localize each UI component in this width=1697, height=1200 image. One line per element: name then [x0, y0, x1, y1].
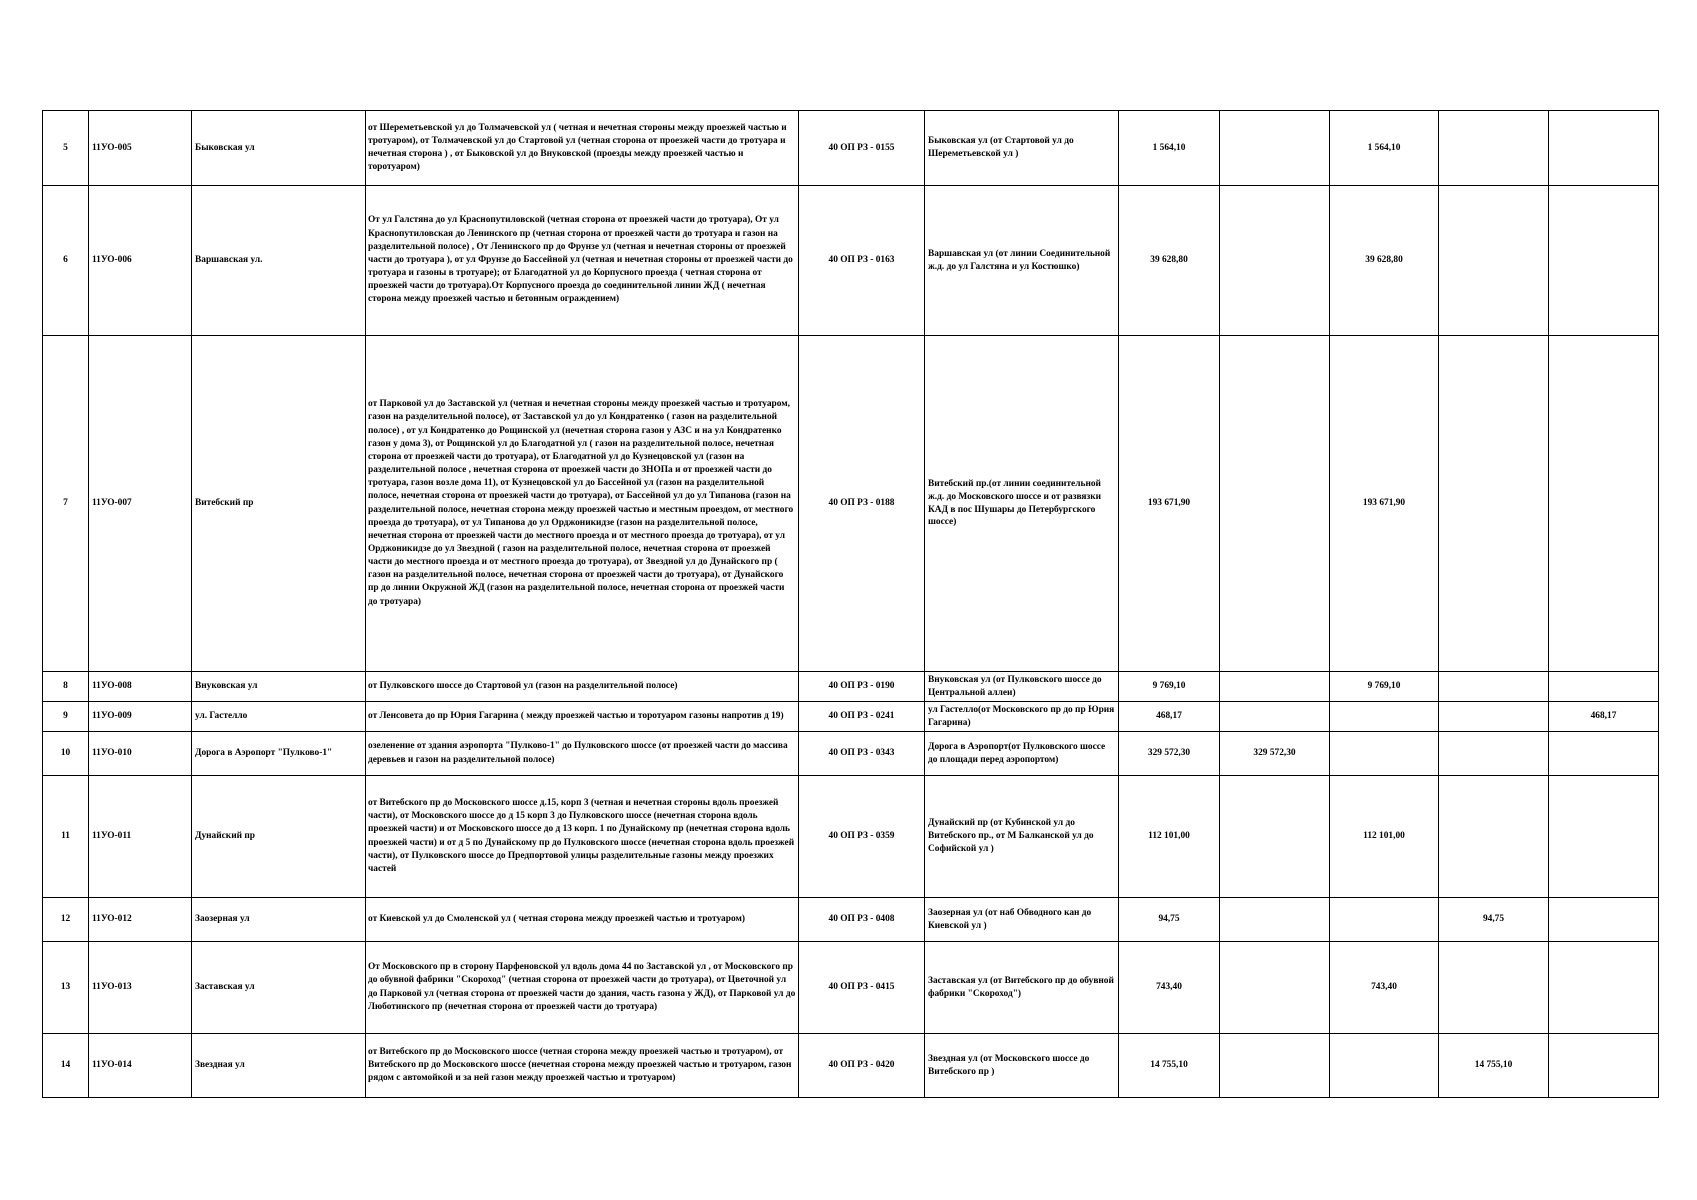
area-col-1 — [1220, 186, 1330, 336]
area-col-1: 329 572,30 — [1220, 732, 1330, 776]
street-name: Витебский пр — [192, 336, 366, 672]
object-code: 11УО-012 — [89, 898, 192, 942]
area-col-1 — [1220, 898, 1330, 942]
street-name: Заозерная ул — [192, 898, 366, 942]
object-code: 11УО-009 — [89, 702, 192, 732]
area-col-2: 193 671,90 — [1330, 336, 1439, 672]
area-col-2 — [1330, 1034, 1439, 1098]
green-zone-description: От Московского пр в сторону Парфеновской ул вдоль дома 44 по Заставской ул , от Московского пр до обувной фабрики "Скороход" (четная сторона от проезжей части до тротуара), от Цветочной ул до Парковой ул (четная сторона от проезжей части до здания, часть газона у ЖД), от Парковой ул до Люботинского пр (нечетная сторона от проезжей части до тротуара) — [366, 942, 799, 1034]
area-col-3 — [1439, 111, 1549, 186]
green-zone-description: от Парковой ул до Заставской ул (четная и нечетная стороны между проезжей частью и тротуаром, газон на разделительной полосе), от Заставской ул до ул Кондратенко ( газон на разделительной полосе) , от ул Кондратенко до Рощинской ул (нечетная сторона газон у АЗС и на ул Кондратенко газон у дома 3), от Рощинской ул до Благодатной ул ( газон на разделительной полосе, нечетная сторона от проезжей части до тротуара), от Благодатной ул до Кузнецовской ул (газон на разделительной полосе , нечетная сторона от проезжей части до ЗНОПа и от проезжей части до тротуара, газон возле дома 11), от Кузнецовской ул до Бассейной ул (газон на разделительной полосе, нечетная сторона от проезжей части до тротуара), от Бассейной ул до ул Типанова (газон на разделительной полосе, нечетная сторона между проезжей частью и местным проездом, от местного проезда до тротуара), от ул Типанова до ул Орджоникидзе (газон на разделительной полосе, нечетная сторона от проезжей части до местного проезда и от местного проезда до тротуара), от ул Орджоникидзе до ул Звездной ( газон на разделительной полосе, нечетная сторона от проезжей части до местного проезда и от местного проезда до тротуара), от Звездной ул до Дунайского пр ( газон на разделительной полосе, нечетная сторона от проезжей части до тротуара), от Дунайского пр до линии Окружной ЖД (газон на разделительной полосе, нечетная сторона от проезжей части до тротуара) — [366, 336, 799, 672]
area-col-2: 1 564,10 — [1330, 111, 1439, 186]
area-total: 94,75 — [1119, 898, 1220, 942]
registry-number: 40 ОП РЗ - 0190 — [799, 672, 925, 702]
area-col-4 — [1549, 732, 1659, 776]
area-col-2: 743,40 — [1330, 942, 1439, 1034]
area-col-4 — [1549, 1034, 1659, 1098]
area-col-2: 39 628,80 — [1330, 186, 1439, 336]
road-object: Дорога в Аэропорт(от Пулковского шоссе до площади перед аэропортом) — [925, 732, 1119, 776]
row-number: 10 — [43, 732, 89, 776]
area-col-2 — [1330, 898, 1439, 942]
registry-number: 40 ОП РЗ - 0241 — [799, 702, 925, 732]
area-col-3 — [1439, 672, 1549, 702]
area-total: 193 671,90 — [1119, 336, 1220, 672]
area-col-1 — [1220, 672, 1330, 702]
area-total: 112 101,00 — [1119, 776, 1220, 898]
registry-number: 40 ОП РЗ - 0188 — [799, 336, 925, 672]
object-code: 11УО-007 — [89, 336, 192, 672]
area-col-4: 468,17 — [1549, 702, 1659, 732]
area-total: 14 755,10 — [1119, 1034, 1220, 1098]
road-object: ул Гастелло(от Московского пр до пр Юрия Гагарина) — [925, 702, 1119, 732]
registry-number: 40 ОП РЗ - 0359 — [799, 776, 925, 898]
table-row — [43, 776, 1659, 898]
area-col-3 — [1439, 942, 1549, 1034]
area-total: 9 769,10 — [1119, 672, 1220, 702]
green-zone-description: от Витебского пр до Московского шоссе д.15, корп 3 (четная и нечетная стороны вдоль проезжей части), от Московского шоссе до д 15 корп 3 до Пулковского шоссе (нечетная сторона вдоль проезжей части) и от Московского шоссе до д 13 корп. 1 по Дунайскому пр (нечетная сторона вдоль проезжей части) и от д 5 по Дунайскому пр до Пулковского шоссе (нечетная сторона вдоль проезжей части), от Пулковского шоссе до Предпортовой улицы разделительные газоны между проезжих частей — [366, 776, 799, 898]
table-row — [43, 111, 1659, 186]
object-code: 11УО-010 — [89, 732, 192, 776]
table-row — [43, 1034, 1659, 1098]
table-row — [43, 732, 1659, 776]
area-col-3: 94,75 — [1439, 898, 1549, 942]
road-object: Варшавская ул (от линии Соединительной ж.д. до ул Галстяна и ул Костюшко) — [925, 186, 1119, 336]
area-col-3 — [1439, 186, 1549, 336]
green-zone-description: От ул Галстяна до ул Краснопутиловской (четная сторона от проезжей части до тротуара), От ул Краснопутиловская до Ленинского пр (четная сторона от проезжей части до тротуара и газон на разделительной полосе) , От Ленинского пр до Фрунзе ул (четная и нечетная стороны от проезжей части до тротуара ), от ул Фрунзе до Бассейной ул (четная и нечетная стороны от проезжей части до тротуара и газоны в тротуаре); от Благодатной ул до Корпусного проезда ( четная сторона от проезжей части до тротуара).От Корпусного проезда до соединительной линии ЖД ( нечетная сторона между проезжей частью и бетонным ограждением) — [366, 186, 799, 336]
area-total: 329 572,30 — [1119, 732, 1220, 776]
row-number: 14 — [43, 1034, 89, 1098]
table-row — [43, 942, 1659, 1034]
area-col-3 — [1439, 776, 1549, 898]
area-col-1 — [1220, 1034, 1330, 1098]
area-col-2: 9 769,10 — [1330, 672, 1439, 702]
table-row — [43, 898, 1659, 942]
row-number: 8 — [43, 672, 89, 702]
green-zone-description: от Витебского пр до Московского шоссе (четная сторона между проезжей частью и тротуаром), от Витебского пр до Московского шоссе (нечетная сторона между проезжей частью и тротуаром, газон рядом с автомойкой и за ней газон между проезжей частью и тротуаром) — [366, 1034, 799, 1098]
registry-number: 40 ОП РЗ - 0155 — [799, 111, 925, 186]
row-number: 6 — [43, 186, 89, 336]
green-zone-description: от Ленсовета до пр Юрия Гагарина ( между проезжей частью и торотуаром газоны напротив д 19) — [366, 702, 799, 732]
table-row — [43, 186, 1659, 336]
registry-number: 40 ОП РЗ - 0163 — [799, 186, 925, 336]
road-object: Заставская ул (от Витебского пр до обувной фабрики "Скороход") — [925, 942, 1119, 1034]
registry-number: 40 ОП РЗ - 0408 — [799, 898, 925, 942]
area-col-2 — [1330, 702, 1439, 732]
area-col-4 — [1549, 672, 1659, 702]
green-zone-description: от Пулковского шоссе до Стартовой ул (газон на разделительной полосе) — [366, 672, 799, 702]
area-total: 468,17 — [1119, 702, 1220, 732]
area-col-2 — [1330, 732, 1439, 776]
row-number: 5 — [43, 111, 89, 186]
roads-table — [42, 110, 1659, 1098]
road-object: Заозерная ул (от наб Обводного кан до Киевской ул ) — [925, 898, 1119, 942]
row-number: 7 — [43, 336, 89, 672]
table-row — [43, 702, 1659, 732]
street-name: Заставская ул — [192, 942, 366, 1034]
green-zone-description: озеленение от здания аэропорта "Пулково-1" до Пулковского шоссе (от проезжей части до массива деревьев и газон на разделительной полосе) — [366, 732, 799, 776]
object-code: 11УО-011 — [89, 776, 192, 898]
road-object: Быковская ул (от Стартовой ул до Шереметьевской ул ) — [925, 111, 1119, 186]
object-code: 11УО-006 — [89, 186, 192, 336]
area-col-1 — [1220, 702, 1330, 732]
area-col-1 — [1220, 111, 1330, 186]
area-col-4 — [1549, 186, 1659, 336]
area-col-4 — [1549, 776, 1659, 898]
row-number: 12 — [43, 898, 89, 942]
street-name: Быковская ул — [192, 111, 366, 186]
table-row — [43, 336, 1659, 672]
area-col-4 — [1549, 942, 1659, 1034]
area-col-3 — [1439, 702, 1549, 732]
green-zone-description: от Киевской ул до Смоленской ул ( четная сторона между проезжей частью и тротуаром) — [366, 898, 799, 942]
area-col-1 — [1220, 942, 1330, 1034]
object-code: 11УО-014 — [89, 1034, 192, 1098]
area-col-4 — [1549, 111, 1659, 186]
area-col-4 — [1549, 336, 1659, 672]
street-name: Звездная ул — [192, 1034, 366, 1098]
road-object: Звездная ул (от Московского шоссе до Витебского пр ) — [925, 1034, 1119, 1098]
object-code: 11УО-005 — [89, 111, 192, 186]
street-name: Внуковская ул — [192, 672, 366, 702]
road-object: Внуковская ул (от Пулковского шоссе до Центральной аллеи) — [925, 672, 1119, 702]
area-col-1 — [1220, 776, 1330, 898]
object-code: 11УО-013 — [89, 942, 192, 1034]
row-number: 13 — [43, 942, 89, 1034]
row-number: 11 — [43, 776, 89, 898]
registry-number: 40 ОП РЗ - 0415 — [799, 942, 925, 1034]
registry-number: 40 ОП РЗ - 0420 — [799, 1034, 925, 1098]
area-col-1 — [1220, 336, 1330, 672]
area-col-2: 112 101,00 — [1330, 776, 1439, 898]
area-col-4 — [1549, 898, 1659, 942]
street-name: Дунайский пр — [192, 776, 366, 898]
table-row — [43, 672, 1659, 702]
road-object: Витебский пр.(от линии соединительной ж.д. до Московского шоссе и от развязки КАД в пос Шушары до Петербургского шоссе) — [925, 336, 1119, 672]
area-col-3 — [1439, 732, 1549, 776]
street-name: Дорога в Аэропорт "Пулково-1" — [192, 732, 366, 776]
green-zone-description: от Шереметьевской ул до Толмачевской ул ( четная и нечетная стороны между проезжей частью и тротуаром), от Толмачевской ул до Стартовой ул (четная сторона от проезжей части до тротуара и нечетная сторона ) , от Быковской ул до Внуковской (проезды между проезжей частью и торотуаром) — [366, 111, 799, 186]
row-number: 9 — [43, 702, 89, 732]
area-total: 743,40 — [1119, 942, 1220, 1034]
area-col-3 — [1439, 336, 1549, 672]
area-total: 1 564,10 — [1119, 111, 1220, 186]
street-name: ул. Гастелло — [192, 702, 366, 732]
area-col-3: 14 755,10 — [1439, 1034, 1549, 1098]
registry-number: 40 ОП РЗ - 0343 — [799, 732, 925, 776]
street-name: Варшавская ул. — [192, 186, 366, 336]
object-code: 11УО-008 — [89, 672, 192, 702]
road-object: Дунайский пр (от Кубинской ул до Витебского пр., от М Балканской ул до Софийской ул ) — [925, 776, 1119, 898]
area-total: 39 628,80 — [1119, 186, 1220, 336]
